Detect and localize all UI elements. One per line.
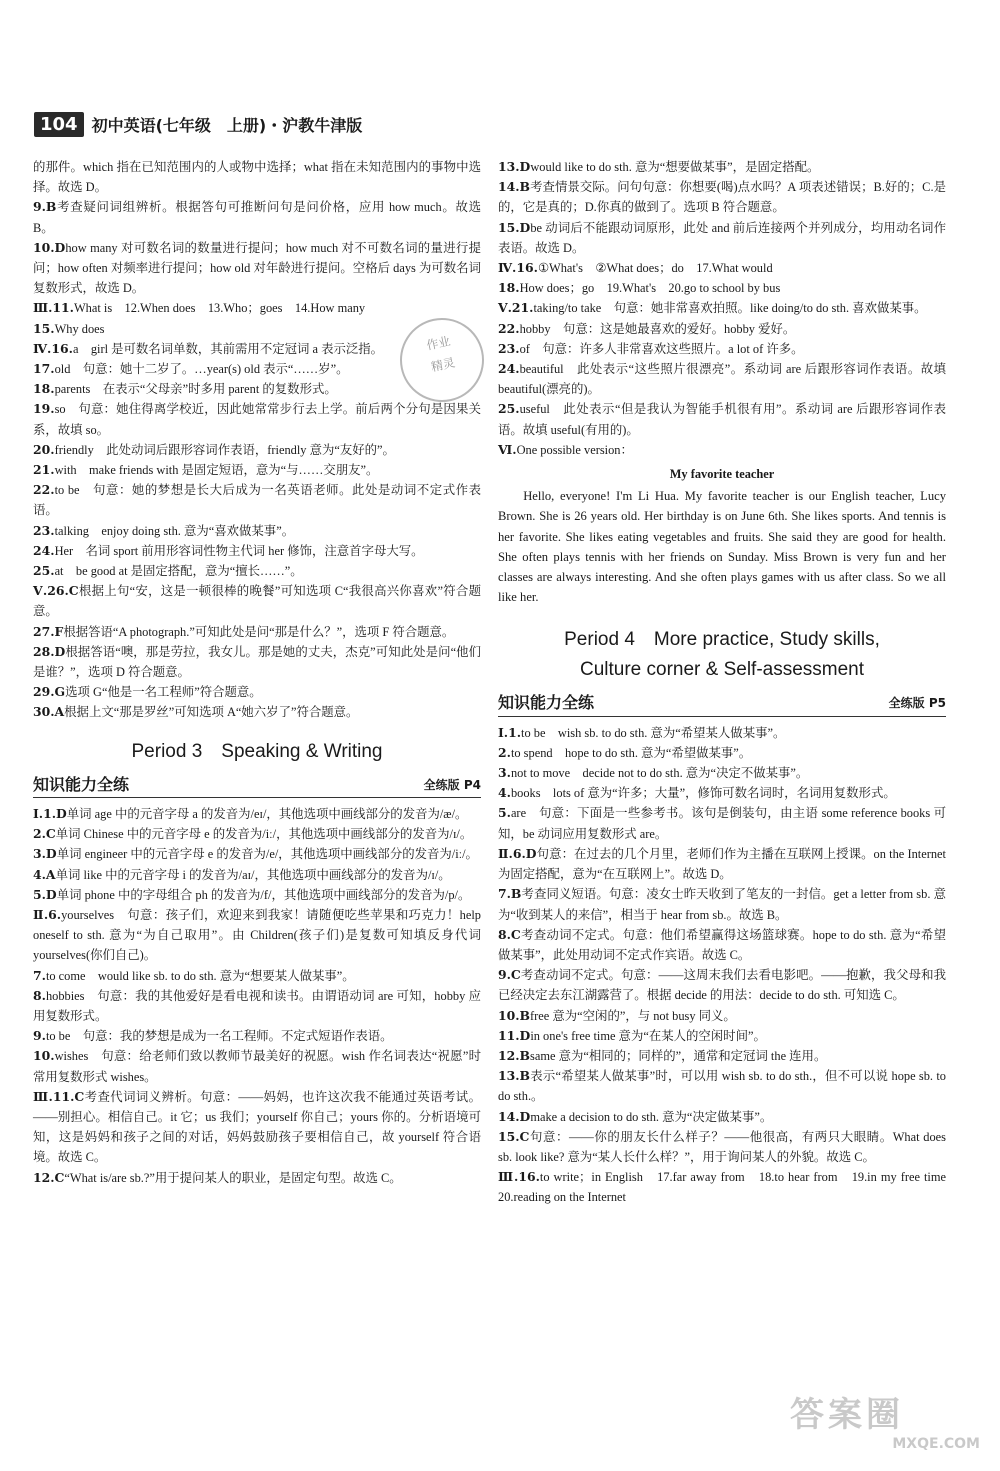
answer-text: make a decision to do sth. 意为“决定做某事”。 bbox=[530, 1109, 773, 1124]
answer-entry bbox=[33, 642, 481, 682]
answer-number: 14.D bbox=[498, 1108, 531, 1124]
answer-text: in one's free time 意为“在某人的空闲时间”。 bbox=[530, 1028, 766, 1043]
answer-text: books lots of 意为“许多；大量”，修饰可数名词时，名词用复数形式。 bbox=[510, 786, 896, 801]
answer-entry bbox=[33, 682, 481, 702]
answer-number: 7.B bbox=[498, 886, 522, 902]
answer-text: would like to do sth. 意为“想要做某事”，是固定搭配。 bbox=[530, 160, 820, 174]
answer-text: how many 对可数名词的数量进行提问；how much 对不可数名词的量进行提问；how often 对频率进行提问；how old 对年龄进行提问。空格后 days 为可数名词复数形式，故选 D。 bbox=[33, 240, 481, 296]
section-title: 知识能力全练 bbox=[33, 774, 130, 794]
answer-number: 22. bbox=[33, 482, 55, 498]
answer-entry bbox=[498, 1026, 946, 1046]
answer-entry bbox=[33, 804, 481, 824]
book-title: 初中英语(七年级 上册)・沪教牛津版 bbox=[91, 116, 363, 135]
answer-number: 3.D bbox=[33, 846, 57, 862]
answer-number: Ⅴ.26.C bbox=[33, 583, 79, 599]
answer-entry bbox=[33, 157, 481, 197]
page-number: 104 bbox=[34, 112, 84, 137]
answer-number: Ⅳ.16. bbox=[33, 340, 73, 356]
left-top-answers bbox=[33, 157, 481, 723]
answer-number: 3. bbox=[498, 765, 511, 781]
answer-entry bbox=[498, 803, 946, 843]
answer-text: 表示“希望某人做某事”时，可以用 wish sb. to do sth.，但不可以说 hope sb. to do sth.。 bbox=[498, 1069, 946, 1104]
answer-text: be 动词后不能跟动词原形，此处 and 前后连接两个并列成分，均用动名词作表语。故选 D。 bbox=[498, 220, 946, 255]
answer-text: hobby 句意：这是她最喜欢的爱好。hobby 爱好。 bbox=[519, 321, 796, 336]
answer-entry bbox=[33, 440, 481, 460]
period-4-title bbox=[498, 625, 946, 685]
answer-text: “What is/are sb.?”用于提问某人的职业，是固定句型。故选 C。 bbox=[64, 1170, 402, 1185]
answer-number: Ⅵ. bbox=[498, 441, 517, 457]
answer-number: 2. bbox=[498, 744, 511, 760]
answer-number: 17. bbox=[33, 361, 55, 377]
answer-entry bbox=[33, 197, 481, 237]
answer-number: 22. bbox=[498, 320, 520, 336]
stamp-line1: 作业 bbox=[425, 334, 452, 353]
answer-entry bbox=[33, 298, 481, 318]
answer-number: 9. bbox=[33, 1028, 46, 1044]
answer-number: 11.D bbox=[498, 1027, 531, 1043]
answer-text: to spend hope to do sth. 意为“希望做某事”。 bbox=[510, 745, 752, 760]
answer-number: 7. bbox=[33, 967, 46, 983]
answer-entry bbox=[33, 1168, 481, 1188]
answer-entry bbox=[498, 157, 946, 177]
right-bottom-answers bbox=[498, 723, 959, 1208]
answer-text: to be 句意：我的梦想是成为一名工程师。不定式短语作表语。 bbox=[45, 1029, 393, 1044]
section-bar-p5 bbox=[498, 693, 946, 716]
essay-text: Hello, everyone! I'm Li Hua. My favorite teacher is our English teacher, Lucy Brown. She is 26 years old. Her birthday is on June 6th. She likes sports. And tennis is her favorite. She likes eating vegetables and fruits. She said they are good for health. She often plays tennis with her friends on Sunday. Miss Brown is very fun and her classes are always interesting. And she often plays games with us after class. So we all like her. bbox=[498, 489, 946, 605]
answer-text: 考查动词不定式。句意：他们希望赢得这场篮球赛。hope to do sth. 意为“希望做某事”，此处用动词不定式作宾语。故选 C。 bbox=[498, 927, 946, 962]
answer-entry bbox=[33, 1026, 481, 1046]
answer-text: to be 句意：她的梦想是长大后成为一名英语老师。此处是动词不定式作表语。 bbox=[33, 483, 481, 518]
answer-entry bbox=[498, 298, 946, 318]
answer-text: friendly 此处动词后跟形容词作表语，friendly 意为“友好的”。 bbox=[54, 442, 395, 457]
answer-text: to write；in English 17.far away from 18.to hear from 19.in my free time 20.reading on the Internet bbox=[498, 1170, 959, 1205]
answer-text: One possible version： bbox=[516, 442, 633, 457]
answer-entry bbox=[498, 1006, 946, 1026]
answer-entry bbox=[33, 521, 481, 541]
answer-text: 单词 engineer 中的元音字母 e 的发音为/e/，其他选项中画线部分的发音为/iː/。 bbox=[56, 847, 478, 862]
answer-text: 选项 G“他是一名工程师”符合题意。 bbox=[65, 685, 262, 700]
answer-text: at be good at 是固定搭配，意为“擅长……”。 bbox=[54, 564, 303, 579]
answer-entry bbox=[33, 905, 481, 966]
answer-entry bbox=[33, 581, 481, 621]
answer-entry bbox=[33, 480, 481, 520]
answer-number: 4.A bbox=[33, 866, 56, 882]
answer-entry bbox=[498, 1046, 946, 1066]
answer-number: 10.B bbox=[498, 1007, 531, 1023]
answer-text: 句意：在过去的几个月里，老师们作为主播在互联网上授课。on the Internet 为固定搭配，意为“在互联网上”。故选 D。 bbox=[498, 846, 946, 882]
answer-number: Ⅳ.16. bbox=[498, 260, 538, 276]
answer-number: 25. bbox=[33, 563, 55, 579]
answer-number: 12.C bbox=[33, 1169, 65, 1185]
answer-entry bbox=[33, 966, 481, 986]
section-ref: 全练版 P4 bbox=[423, 777, 481, 792]
answer-entry bbox=[498, 258, 946, 278]
answer-number: Ⅲ.11.C bbox=[33, 1088, 85, 1104]
section-title: 知识能力全练 bbox=[498, 693, 595, 713]
answer-text: 根据上句“安，这是一顿很棒的晚餐”可知选项 C“我很高兴你喜欢”符合题意。 bbox=[33, 584, 481, 619]
answer-text: so 句意：她住得离学校近，因此她常常步行去上学。前后两个分句是因果关系，故填 so。 bbox=[33, 402, 481, 437]
answer-text: 单词 Chinese 中的元音字母 e 的发音为/iː/，其他选项中画线部分的发音为/ɪ/。 bbox=[55, 827, 473, 842]
answer-entry bbox=[498, 783, 946, 803]
answer-text: are 句意：下面是一些参考书。该句是倒装句，由主语 some reference books 可知，be 动词应用复数形式 are。 bbox=[498, 806, 946, 841]
answer-number: 8.C bbox=[498, 926, 521, 942]
answer-text: Her 名词 sport 前用形容词性物主代词 her 修饰，注意首字母大写。 bbox=[54, 543, 424, 558]
answer-text: 单词 phone 中的字母组合 ph 的发音为/f/，其他选项中画线部分的发音为/p/。 bbox=[56, 887, 471, 902]
answer-text: What is 12.When does 13.Who；goes 14.How many bbox=[73, 301, 366, 316]
answer-text: same 意为“相同的；同样的”，通常和定冠词 the 连用。 bbox=[530, 1048, 827, 1063]
answer-entry bbox=[498, 177, 946, 217]
stamp-line2: 精灵 bbox=[429, 355, 457, 375]
answer-entry bbox=[33, 541, 481, 561]
answer-entry bbox=[33, 844, 481, 864]
answer-entry bbox=[33, 702, 481, 722]
answer-number: 24. bbox=[33, 542, 55, 558]
answer-text: 单词 age 中的元音字母 a 的发音为/eɪ/，其他选项中画线部分的发音为/æ/。 bbox=[66, 806, 468, 821]
answer-entry bbox=[498, 319, 946, 339]
answer-entry bbox=[498, 218, 946, 258]
answer-entry bbox=[498, 743, 946, 763]
answer-number: 13.B bbox=[498, 1068, 531, 1084]
answer-text: free 意为“空闲的”，与 not busy 同义。 bbox=[530, 1008, 736, 1023]
answer-text: beautiful 此处表示“这些照片很漂亮”。系动词 are 后跟形容词作表语。故填 beautiful(漂亮的)。 bbox=[498, 362, 946, 397]
answer-text: 考查疑问词组辨析。根据答句可推断问句是问价格，应用 how much。故选 B。 bbox=[33, 200, 481, 235]
answer-text: 考查动词不定式。句意：——这周末我们去看电影吧。——抱歉，我父母和我已经决定去东江湖露营了。根据 decide 的用法：decide to do sth. 可知选 C。 bbox=[498, 968, 946, 1003]
answer-entry bbox=[498, 399, 946, 439]
answer-text: 的那件。which 指在已知范围内的人或物中选择；what 指在未知范围内的事物中选择。故选 D。 bbox=[33, 160, 481, 195]
answer-text: 考查情景交际。问句句意：你想要(喝)点水吗？A 项表述错误；B.好的；C.是的，它是真的；D.你真的做到了。选项 B 符合题意。 bbox=[498, 180, 946, 215]
answer-text: hobbies 句意：我的其他爱好是看电视和读书。由谓语动词 are 可知，hobby 应用复数形式。 bbox=[33, 988, 481, 1023]
answer-entry bbox=[33, 865, 481, 885]
answer-number: 15.C bbox=[498, 1128, 530, 1144]
answer-number: 9.C bbox=[498, 967, 521, 983]
answer-entry bbox=[498, 723, 946, 743]
left-column bbox=[33, 157, 481, 1188]
answer-number: 8. bbox=[33, 987, 46, 1003]
answer-entry bbox=[498, 965, 946, 1005]
answer-text: 句意：——你的朋友长什么样子？——他很高，有两只大眼睛。What does sb. look like? 意为“某人长什么样？”，用于询问某人的外貌。故选 C。 bbox=[498, 1129, 946, 1164]
answer-number: Ⅰ.1. bbox=[498, 724, 522, 740]
answer-text: 根据上文“那是罗丝”可知选项 A“她六岁了”符合题意。 bbox=[64, 705, 359, 720]
answer-entry bbox=[33, 885, 481, 905]
answer-number: 29.G bbox=[33, 684, 66, 700]
answer-entry bbox=[33, 238, 481, 299]
section-bar-p4 bbox=[33, 775, 481, 798]
answer-entry bbox=[498, 1127, 946, 1167]
answer-entry bbox=[33, 460, 481, 480]
answer-text: ①What's ②What does；do 17.What would bbox=[537, 261, 773, 276]
answer-text: 单词 like 中的元音字母 i 的发音为/aɪ/，其他选项中画线部分的发音为/ɪ/。 bbox=[55, 867, 451, 882]
answer-entry bbox=[498, 1107, 946, 1127]
answer-text: 根据答语“噢，那是劳拉，我女儿。那是她的丈夫，杰克”可知此处是问“他们是谁？”，选项 D 符合题意。 bbox=[33, 644, 481, 680]
answer-number: Ⅲ.16. bbox=[498, 1169, 540, 1185]
answer-entry bbox=[498, 925, 946, 965]
answer-text: talking enjoy doing sth. 意为“喜欢做某事”。 bbox=[54, 523, 295, 538]
left-bottom-answers bbox=[33, 804, 481, 1188]
answer-number: 5. bbox=[498, 805, 511, 821]
answer-number: Ⅱ.6.D bbox=[498, 845, 537, 861]
answer-number: 15. bbox=[33, 320, 55, 336]
answer-number: 15.D bbox=[498, 219, 531, 235]
watermark-big: 答案圈 bbox=[790, 1395, 904, 1435]
answer-number: 28.D bbox=[33, 643, 66, 659]
answer-text: 考查同义短语。句意：凌女士昨天收到了笔友的一封信。get a letter from sb. 意为“收到某人的来信”，相当于 hear from sb.。故选 B。 bbox=[498, 887, 946, 922]
answer-text: 根据答语“A photograph.”可知此处是问“那是什么？”，选项 F 符合题意。 bbox=[63, 624, 455, 639]
answer-text: yourselves 句意：孩子们，欢迎来到我家！请随便吃些苹果和巧克力！help oneself to sth. 意为“为自己取用”。由 Children(孩子们)是复数可知填反身代词 yourselves(你们自己)。 bbox=[33, 907, 481, 963]
answer-number: Ⅴ.21. bbox=[498, 300, 534, 316]
answer-entry bbox=[498, 884, 946, 924]
answer-text: to come would like sb. to do sth. 意为“想要某人做某事”。 bbox=[45, 968, 355, 983]
answer-entry bbox=[498, 440, 946, 460]
answer-number: 23. bbox=[33, 522, 55, 538]
answer-text: a girl 是可数名词单数，其前需用不定冠词 a 表示泛指。 bbox=[72, 341, 384, 356]
right-column bbox=[498, 157, 959, 1208]
period-3-title: Period 3 Speaking & Writing bbox=[131, 740, 383, 762]
answer-entry bbox=[33, 622, 481, 642]
answer-entry bbox=[498, 359, 946, 399]
answer-text: How does；go 19.What's 20.go to school by bus bbox=[519, 281, 781, 296]
answer-text: 考查代词词义辨析。句意：——妈妈，也许这次我不能通过英语考试。——别担心。相信自己。it 它；us 我们；yourself 你自己；yours 你的。分析语境可知，这是妈妈和孩子之间的对话，妈妈鼓励孩子要相信自己，故 yourself 符合语境。故选 C。 bbox=[33, 1089, 482, 1165]
answer-entry bbox=[33, 1046, 481, 1086]
period-4-title-line1: Period 4 More practice, Study skills, bbox=[564, 629, 880, 651]
answer-text: parents 在表示“父母亲”时多用 parent 的复数形式。 bbox=[54, 382, 337, 397]
answer-number: 27.F bbox=[33, 623, 64, 639]
answer-entry bbox=[498, 339, 946, 359]
answer-text: Why does bbox=[54, 321, 105, 336]
answer-text: taking/to take 句意：她非常喜欢拍照。like doing/to do sth. 喜欢做某事。 bbox=[533, 301, 927, 316]
answer-text: with make friends with 是固定短语，意为“与……交朋友”。 bbox=[54, 463, 379, 478]
answer-number: 5.D bbox=[33, 886, 57, 902]
answer-number: 10.D bbox=[33, 239, 66, 255]
watermark-small: MXQE.COM bbox=[892, 1436, 980, 1452]
answer-number: 24. bbox=[498, 361, 520, 377]
answer-entry bbox=[498, 763, 946, 783]
answer-entry bbox=[33, 399, 481, 439]
section-ref: 全练版 P5 bbox=[888, 696, 946, 711]
answer-number: 19. bbox=[33, 401, 55, 417]
answer-number: 23. bbox=[498, 340, 520, 356]
answer-number: 14.B bbox=[498, 179, 531, 195]
answer-entry bbox=[33, 986, 481, 1026]
period-4-title-line2: Culture corner & Self-assessment bbox=[579, 659, 865, 681]
answer-text: wishes 句意：给老师们致以教师节最美好的祝愿。wish 作名词表达“祝愿”时常用复数形式 wishes。 bbox=[33, 1049, 481, 1084]
answer-number: 30.A bbox=[33, 704, 65, 720]
answer-number: 20. bbox=[33, 441, 55, 457]
answer-number: 18. bbox=[498, 280, 520, 296]
answer-entry bbox=[33, 1087, 481, 1168]
answer-text: not to move decide not to do sth. 意为“决定不做某事”。 bbox=[510, 766, 809, 781]
answer-entry bbox=[33, 561, 481, 581]
answer-number: 12.B bbox=[498, 1047, 531, 1063]
answer-text: to be wish sb. to do sth. 意为“希望某人做某事”。 bbox=[521, 725, 786, 740]
right-top-answers bbox=[498, 157, 946, 460]
answer-number: 21. bbox=[33, 462, 55, 478]
answer-entry bbox=[498, 1066, 946, 1106]
answer-entry bbox=[498, 278, 946, 298]
answer-entry bbox=[33, 824, 481, 844]
answer-number: 4. bbox=[498, 785, 511, 801]
watermark-logo bbox=[790, 1387, 980, 1452]
answer-number: Ⅲ.11. bbox=[33, 300, 74, 316]
answer-number: 18. bbox=[33, 381, 55, 397]
answer-entry bbox=[498, 1167, 959, 1207]
answer-number: 13.D bbox=[498, 159, 531, 174]
answer-number: Ⅰ.1.D bbox=[33, 805, 67, 821]
answer-text: useful 此处表示“但是我认为智能手机很有用”。系动词 are 后跟形容词作表语。故填 useful(有用的)。 bbox=[498, 402, 946, 437]
answer-number: 9.B bbox=[33, 199, 57, 215]
answer-number: 10. bbox=[33, 1048, 55, 1064]
answer-entry bbox=[498, 844, 946, 884]
essay-title: My favorite teacher bbox=[669, 467, 775, 482]
answer-number: Ⅱ.6. bbox=[33, 906, 62, 922]
answer-number: 2.C bbox=[33, 826, 56, 842]
page-header bbox=[34, 112, 362, 137]
answer-number: 25. bbox=[498, 401, 520, 417]
answer-text: old 句意：她十二岁了。…year(s) old 表示“……岁”。 bbox=[54, 362, 349, 377]
answer-text: of 句意：许多人非常喜欢这些照片。a lot of 许多。 bbox=[519, 341, 804, 356]
